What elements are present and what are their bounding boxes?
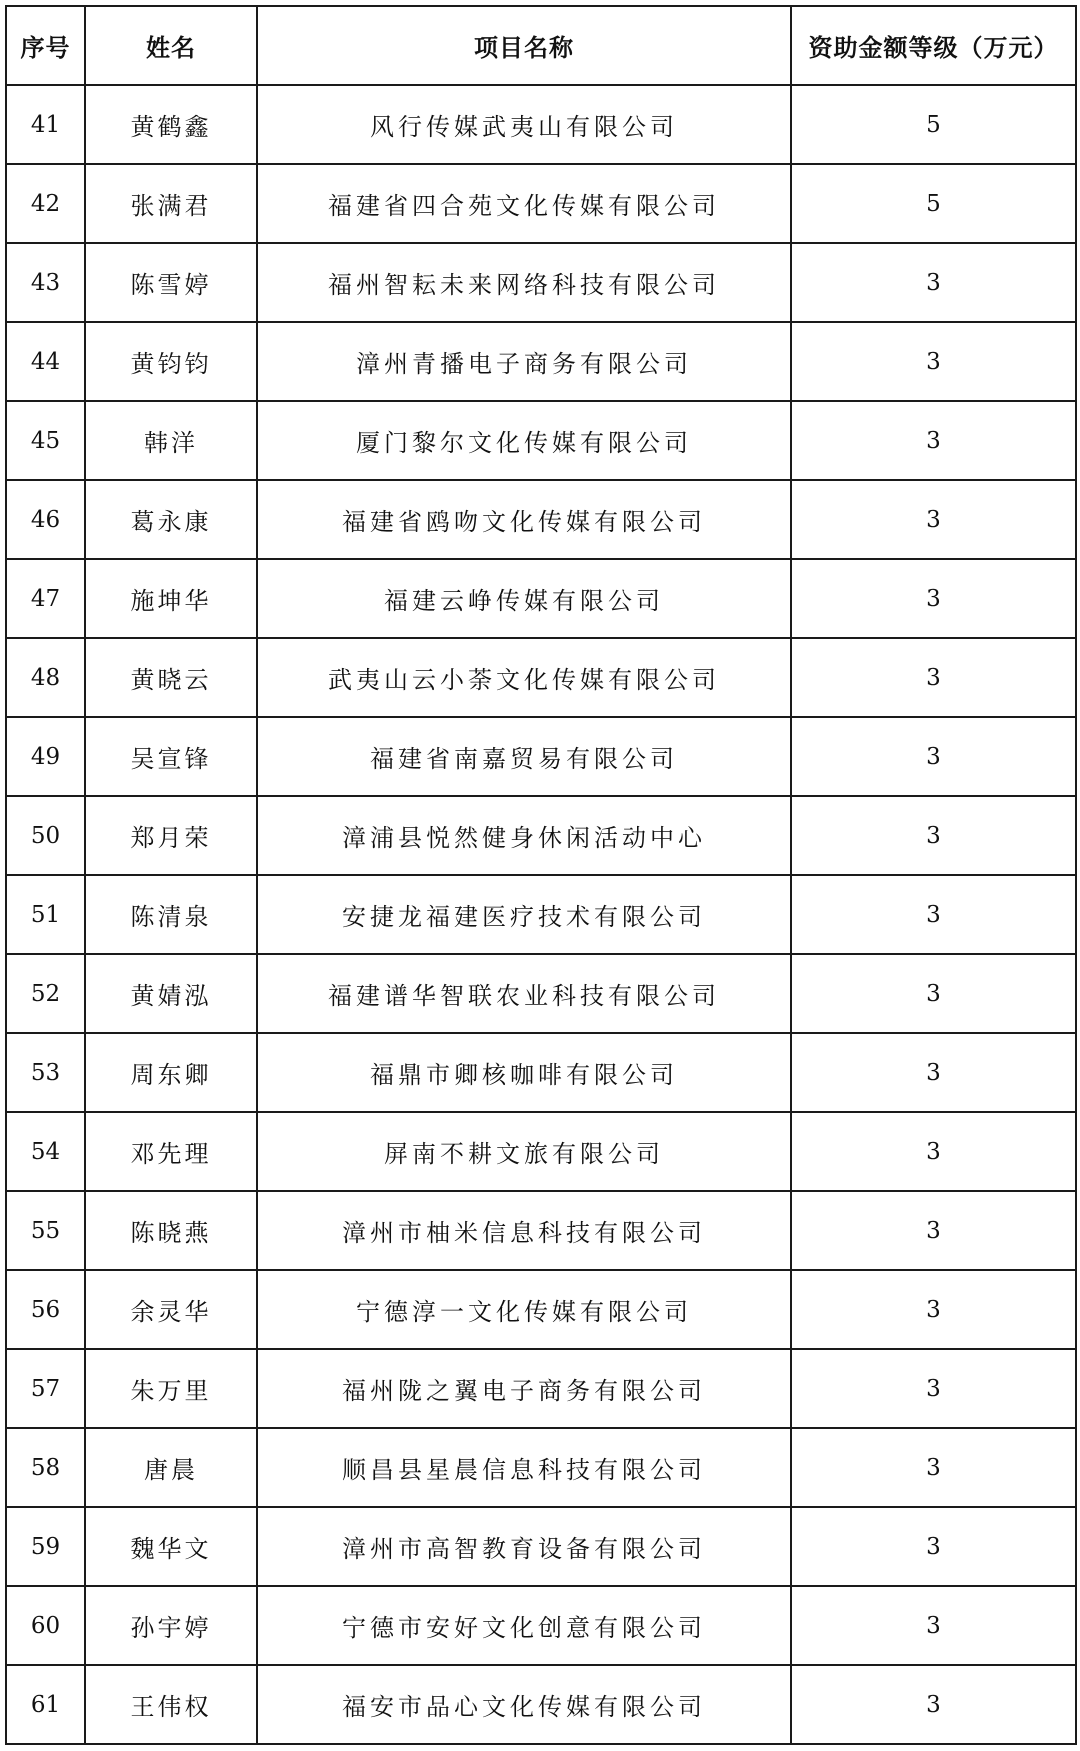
row-serial-number: 55 <box>6 1191 85 1270</box>
row-serial-number: 43 <box>6 243 85 322</box>
row-name: 黄晓云 <box>85 638 257 717</box>
row-serial-number: 52 <box>6 954 85 1033</box>
table-row <box>6 164 1076 243</box>
row-funding-level: 3 <box>791 401 1076 480</box>
row-project-name: 福州智耘未来网络科技有限公司 <box>257 243 791 322</box>
row-funding-level: 3 <box>791 559 1076 638</box>
row-funding-level: 3 <box>791 954 1076 1033</box>
header-serial-number: 序号 <box>6 6 85 85</box>
row-funding-level: 3 <box>791 1270 1076 1349</box>
row-serial-number: 46 <box>6 480 85 559</box>
row-serial-number: 48 <box>6 638 85 717</box>
row-project-name: 顺昌县星晨信息科技有限公司 <box>257 1428 791 1507</box>
table-row <box>6 85 1076 164</box>
row-funding-level: 3 <box>791 717 1076 796</box>
row-funding-level: 3 <box>791 243 1076 322</box>
row-project-name: 福建省鸥吻文化传媒有限公司 <box>257 480 791 559</box>
row-serial-number: 57 <box>6 1349 85 1428</box>
table-row <box>6 559 1076 638</box>
table-row <box>6 1191 1076 1270</box>
row-project-name: 漳浦县悦然健身休闲活动中心 <box>257 796 791 875</box>
row-funding-level: 3 <box>791 875 1076 954</box>
row-name: 黄钧钧 <box>85 322 257 401</box>
row-funding-level: 5 <box>791 85 1076 164</box>
row-name: 施坤华 <box>85 559 257 638</box>
row-funding-level: 5 <box>791 164 1076 243</box>
row-name: 王伟权 <box>85 1665 257 1744</box>
row-funding-level: 3 <box>791 796 1076 875</box>
row-project-name: 屏南不耕文旅有限公司 <box>257 1112 791 1191</box>
row-project-name: 福建谱华智联农业科技有限公司 <box>257 954 791 1033</box>
table-row <box>6 1428 1076 1507</box>
row-name: 陈雪婷 <box>85 243 257 322</box>
row-name: 陈晓燕 <box>85 1191 257 1270</box>
row-name: 魏华文 <box>85 1507 257 1586</box>
row-project-name: 漳州市高智教育设备有限公司 <box>257 1507 791 1586</box>
row-project-name: 武夷山云小荼文化传媒有限公司 <box>257 638 791 717</box>
row-funding-level: 3 <box>791 638 1076 717</box>
row-name: 邓先理 <box>85 1112 257 1191</box>
row-serial-number: 45 <box>6 401 85 480</box>
row-serial-number: 58 <box>6 1428 85 1507</box>
row-project-name: 福州陇之翼电子商务有限公司 <box>257 1349 791 1428</box>
table-row <box>6 401 1076 480</box>
table-header-row <box>6 6 1076 85</box>
row-name: 郑月荣 <box>85 796 257 875</box>
row-name: 陈清泉 <box>85 875 257 954</box>
table-row <box>6 796 1076 875</box>
table-row <box>6 1665 1076 1744</box>
row-serial-number: 49 <box>6 717 85 796</box>
row-project-name: 福建省四合苑文化传媒有限公司 <box>257 164 791 243</box>
row-serial-number: 53 <box>6 1033 85 1112</box>
table-row <box>6 1586 1076 1665</box>
row-serial-number: 56 <box>6 1270 85 1349</box>
row-name: 葛永康 <box>85 480 257 559</box>
funding-table <box>5 5 1077 1745</box>
row-funding-level: 3 <box>791 1191 1076 1270</box>
row-project-name: 福安市品心文化传媒有限公司 <box>257 1665 791 1744</box>
row-project-name: 宁德市安好文化创意有限公司 <box>257 1586 791 1665</box>
row-serial-number: 41 <box>6 85 85 164</box>
row-funding-level: 3 <box>791 1507 1076 1586</box>
row-serial-number: 47 <box>6 559 85 638</box>
table-row <box>6 1507 1076 1586</box>
row-name: 吴宣锋 <box>85 717 257 796</box>
row-name: 周东卿 <box>85 1033 257 1112</box>
row-serial-number: 59 <box>6 1507 85 1586</box>
row-funding-level: 3 <box>791 480 1076 559</box>
table-row <box>6 480 1076 559</box>
table-row <box>6 875 1076 954</box>
row-serial-number: 54 <box>6 1112 85 1191</box>
row-name: 黄婧泓 <box>85 954 257 1033</box>
row-name: 张满君 <box>85 164 257 243</box>
row-name: 黄鹤鑫 <box>85 85 257 164</box>
row-project-name: 安捷龙福建医疗技术有限公司 <box>257 875 791 954</box>
row-project-name: 福建云峥传媒有限公司 <box>257 559 791 638</box>
row-funding-level: 3 <box>791 1033 1076 1112</box>
table-row <box>6 638 1076 717</box>
row-name: 朱万里 <box>85 1349 257 1428</box>
row-name: 唐晨 <box>85 1428 257 1507</box>
row-funding-level: 3 <box>791 1665 1076 1744</box>
row-serial-number: 51 <box>6 875 85 954</box>
row-project-name: 漳州青播电子商务有限公司 <box>257 322 791 401</box>
row-project-name: 风行传媒武夷山有限公司 <box>257 85 791 164</box>
row-serial-number: 42 <box>6 164 85 243</box>
row-serial-number: 44 <box>6 322 85 401</box>
table-row <box>6 1112 1076 1191</box>
table-row <box>6 1033 1076 1112</box>
row-funding-level: 3 <box>791 1586 1076 1665</box>
row-funding-level: 3 <box>791 322 1076 401</box>
header-name: 姓名 <box>85 6 257 85</box>
table-row <box>6 717 1076 796</box>
row-project-name: 宁德淳一文化传媒有限公司 <box>257 1270 791 1349</box>
row-project-name: 福建省南嘉贸易有限公司 <box>257 717 791 796</box>
table-row <box>6 1270 1076 1349</box>
row-name: 韩洋 <box>85 401 257 480</box>
row-project-name: 漳州市柚米信息科技有限公司 <box>257 1191 791 1270</box>
row-serial-number: 60 <box>6 1586 85 1665</box>
row-serial-number: 50 <box>6 796 85 875</box>
row-funding-level: 3 <box>791 1428 1076 1507</box>
header-funding-level: 资助金额等级（万元） <box>791 6 1076 85</box>
row-name: 孙宇婷 <box>85 1586 257 1665</box>
row-funding-level: 3 <box>791 1349 1076 1428</box>
row-project-name: 福鼎市卿核咖啡有限公司 <box>257 1033 791 1112</box>
row-name: 余灵华 <box>85 1270 257 1349</box>
header-project-name: 项目名称 <box>257 6 791 85</box>
row-funding-level: 3 <box>791 1112 1076 1191</box>
table-row <box>6 1349 1076 1428</box>
row-project-name: 厦门黎尔文化传媒有限公司 <box>257 401 791 480</box>
table-row <box>6 954 1076 1033</box>
row-serial-number: 61 <box>6 1665 85 1744</box>
table-row <box>6 243 1076 322</box>
table-row <box>6 322 1076 401</box>
